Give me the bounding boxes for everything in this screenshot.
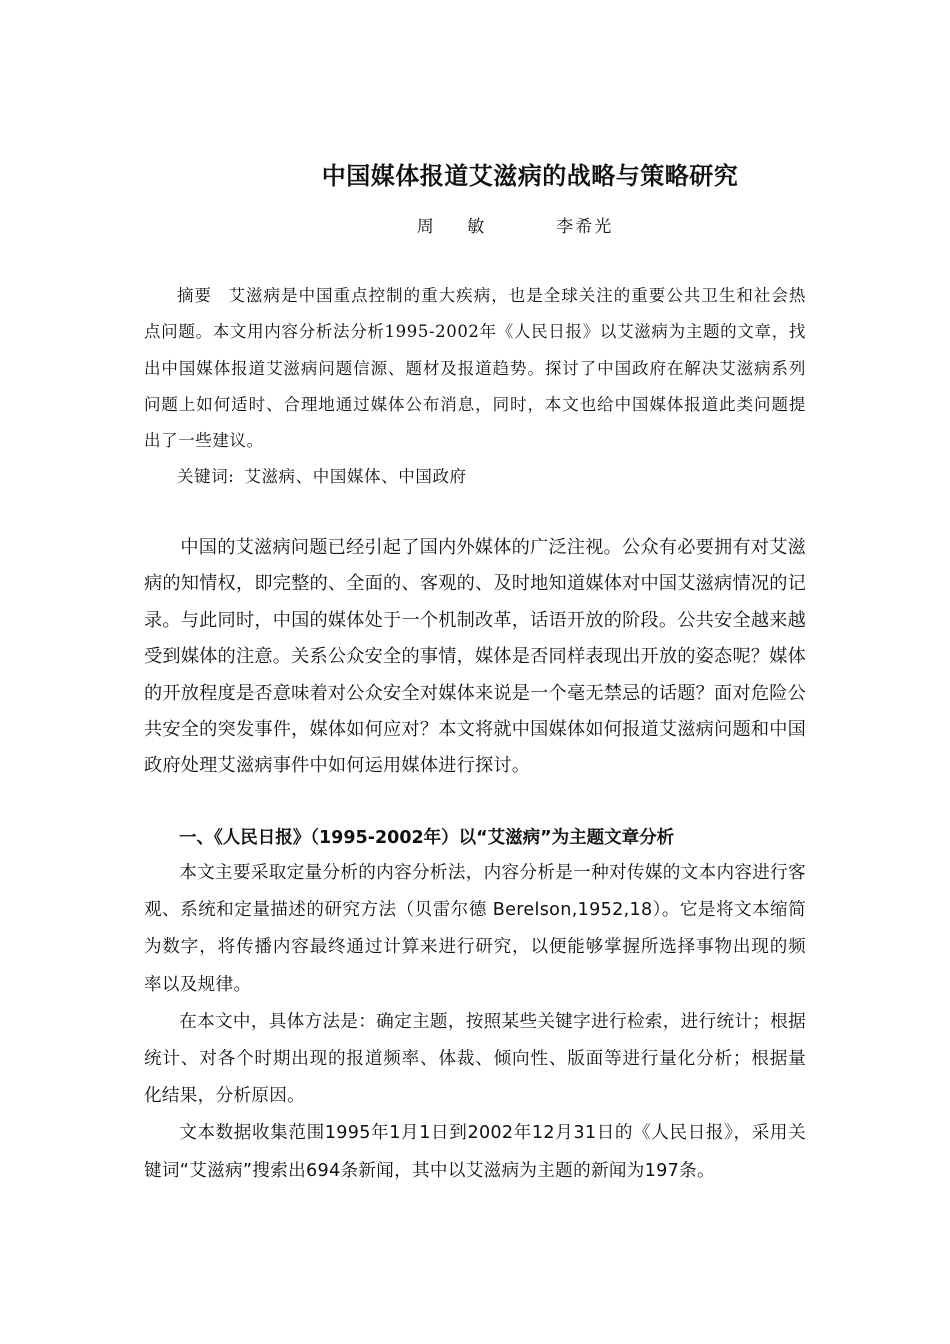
author-line bbox=[0, 212, 950, 237]
abstract-text: 艾滋病是中国重点控制的重大疾病，也是全球关注的重要公共卫生和社会热点问题。本文用内容分析法分析1995-2002年《人民日报》以艾滋病为主题的文章，找出中国媒体报道艾滋病问题信源、题材及报道趋势。探讨了中国政府在解决艾滋病系列问题上如何适时、合理地通过媒体公布消息，同时，本文也给中国媒体报道此类问题提出了一些建议。 bbox=[144, 286, 806, 451]
intro-paragraph: 中国的艾滋病问题已经引起了国内外媒体的广泛注视。公众有必要拥有对艾滋病的知情权，即完整的、全面的、客观的、及时地知道媒体对中国艾滋病情况的记录。与此同时，中国的媒体处于一个机制改革，话语开放的阶段。公共安全越来越受到媒体的注意。关系公众安全的事情，媒体是否同样表现出开放的姿态呢？媒体的开放程度是否意味着对公众安全对媒体来说是一个毫无禁忌的话题？面对危险公共安全的突发事件，媒体如何应对？本文将就中国媒体如何报道艾滋病问题和中国政府处理艾滋病事件中如何运用媒体进行探讨。 bbox=[144, 537, 806, 777]
section-1-body bbox=[144, 855, 806, 1190]
paper-title: 中国媒体报道艾滋病的战略与策略研究 bbox=[321, 162, 739, 190]
author-1: 周 敏 bbox=[416, 217, 499, 237]
introduction-section bbox=[144, 530, 806, 785]
keywords-text: 艾滋病、中国媒体、中国政府 bbox=[244, 467, 467, 487]
abstract-section bbox=[144, 278, 806, 496]
section-1-heading: 一、《人民日报》（1995-2002年）以“艾滋病”为主题文章分析 bbox=[179, 828, 675, 848]
section-1-paragraph-2: 在本文中，具体方法是：确定主题，按照某些关键字进行检索，进行统计；根据统计、对各个时期出现的报道频率、体裁、倾向性、版面等进行量化分析；根据量化结果，分析原因。 bbox=[144, 1011, 806, 1107]
keywords-label: 关键词: bbox=[177, 467, 235, 487]
abstract-paragraph bbox=[144, 278, 806, 459]
author-2: 李希光 bbox=[556, 217, 614, 237]
section-1-paragraph-1: 本文主要采取定量分析的内容分析法，内容分析是一种对传媒的文本内容进行客观、系统和定量描述的研究方法（贝雷尔德 Berelson,1952,18）。它是将文本缩简为数字，将传播内容最终通过计算来进行研究，以便能够掌握所选择事物出现的频率以及规律。 bbox=[144, 863, 806, 995]
section-1-paragraph-3: 文本数据收集范围1995年1月1日到2002年12月31日的《人民日报》，采用关键词“艾滋病”搜索出694条新闻，其中以艾滋病为主题的新闻为197条。 bbox=[144, 1123, 806, 1181]
abstract-label: 摘要 bbox=[177, 286, 213, 305]
keywords-paragraph bbox=[144, 459, 806, 495]
